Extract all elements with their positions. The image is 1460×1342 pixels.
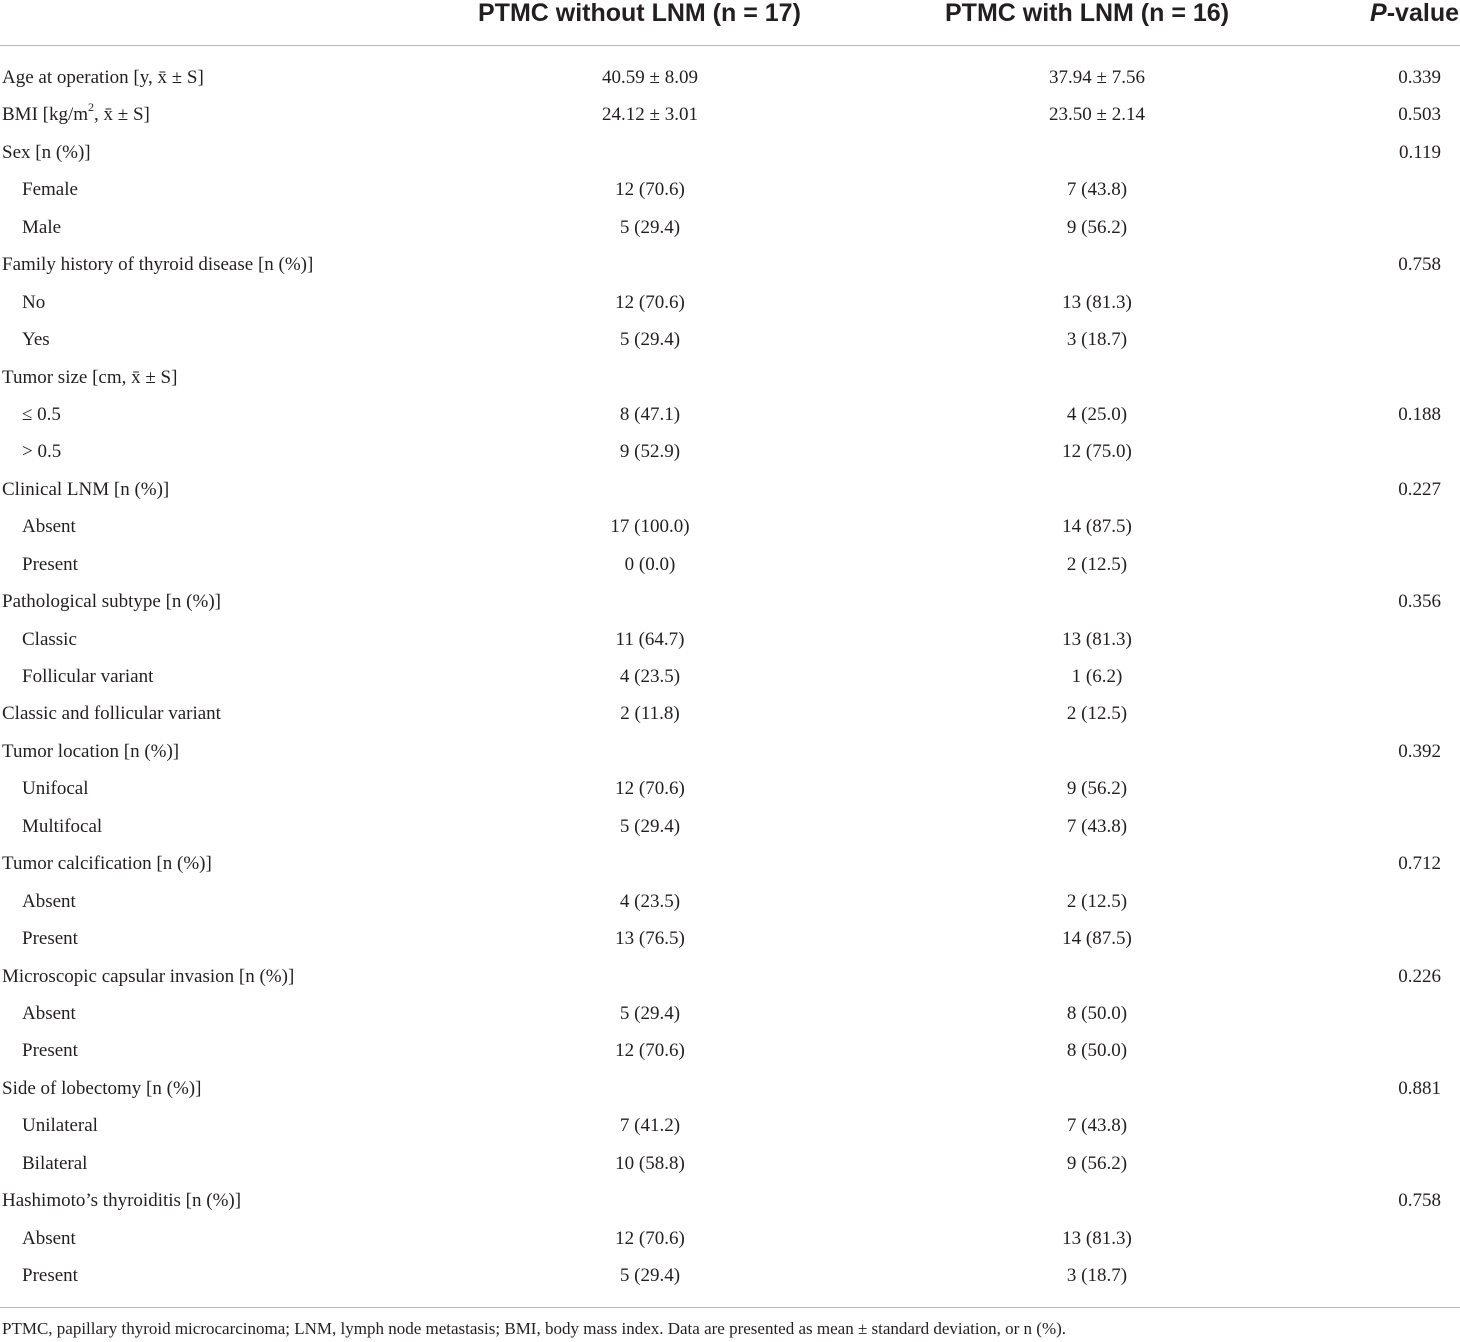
row-label: No [22, 291, 46, 313]
row-label: Sex [n (%)] [2, 141, 91, 163]
row-label: Family history of thyroid disease [n (%)] [2, 254, 314, 276]
table-row [0, 1107, 1460, 1144]
row-label: Tumor location [n (%)] [2, 740, 180, 762]
table-row [0, 583, 1460, 620]
value-without-lnm: 0 (0.0) [624, 553, 676, 575]
table-row [0, 1032, 1460, 1069]
value-with-lnm: 12 (75.0) [1062, 441, 1132, 463]
value-without-lnm: 40.59 ± 8.09 [602, 67, 698, 88]
value-with-lnm: 14 (87.5) [1062, 516, 1132, 538]
table-row [0, 59, 1460, 96]
p-value: 0.758 [1398, 1190, 1441, 1212]
value-with-lnm: 3 (18.7) [1066, 329, 1128, 351]
value-with-lnm: 7 (43.8) [1066, 179, 1128, 201]
row-label: Unifocal [22, 778, 89, 800]
table-row [0, 546, 1460, 583]
row-label: Tumor calcification [n (%)] [2, 853, 212, 875]
value-without-lnm: 5 (29.4) [619, 815, 681, 837]
value-without-lnm: 24.12 ± 3.01 [602, 104, 698, 126]
value-without-lnm: 11 (64.7) [615, 628, 685, 650]
value-with-lnm: 3 (18.7) [1066, 1265, 1128, 1286]
header-without-lnm: PTMC without LNM (n = 17) [478, 0, 801, 27]
row-label: Bilateral [22, 1152, 88, 1174]
value-with-lnm: 13 (81.3) [1062, 628, 1132, 650]
table-row [0, 433, 1460, 470]
value-without-lnm: 12 (70.6) [615, 1040, 685, 1062]
value-with-lnm: 14 (87.5) [1062, 928, 1132, 950]
table-row [0, 171, 1460, 208]
p-value: 0.503 [1398, 104, 1441, 126]
row-label: Hashimoto’s thyroiditis [n (%)] [2, 1190, 242, 1212]
header-with-lnm: PTMC with LNM (n = 16) [945, 0, 1230, 27]
row-label: Side of lobectomy [n (%)] [2, 1077, 202, 1099]
row-label: Follicular variant [22, 666, 154, 687]
header-p-rest: -value [1386, 0, 1459, 27]
value-without-lnm: 12 (70.6) [615, 291, 685, 313]
value-without-lnm: 12 (70.6) [615, 1227, 685, 1249]
row-label: Microscopic capsular invasion [n (%)] [2, 965, 295, 987]
table-row [0, 995, 1460, 1032]
value-with-lnm: 2 (12.5) [1066, 553, 1128, 575]
p-value: 0.758 [1398, 254, 1441, 276]
value-with-lnm: 2 (12.5) [1066, 703, 1128, 725]
table-row [0, 958, 1460, 995]
p-value: 0.226 [1398, 965, 1441, 987]
value-with-lnm: 8 (50.0) [1066, 1040, 1128, 1062]
value-with-lnm: 2 (12.5) [1066, 890, 1128, 912]
p-value: 0.119 [1398, 141, 1441, 163]
value-with-lnm: 8 (50.0) [1066, 1002, 1128, 1024]
row-label: Present [22, 1040, 78, 1062]
value-without-lnm: 5 (29.4) [619, 329, 681, 351]
table-body [0, 59, 1460, 1294]
value-with-lnm: 7 (43.8) [1066, 1115, 1128, 1137]
table-row [0, 658, 1460, 695]
table-row [0, 321, 1460, 358]
table-row [0, 246, 1460, 283]
table-row [0, 1220, 1460, 1257]
value-with-lnm: 9 (56.2) [1066, 1152, 1128, 1174]
value-with-lnm: 13 (81.3) [1062, 1227, 1132, 1249]
footer-divider [0, 1307, 1460, 1308]
table-row [0, 1257, 1460, 1294]
value-with-lnm: 9 (56.2) [1066, 216, 1128, 238]
p-value: 0.881 [1398, 1077, 1441, 1099]
table-row [0, 808, 1460, 845]
table-row [0, 96, 1460, 133]
value-with-lnm: 37.94 ± 7.56 [1049, 67, 1145, 88]
table-row [0, 845, 1460, 882]
table-row [0, 284, 1460, 321]
row-label: Age at operation [y, x̄ ± S] [2, 67, 204, 88]
row-label: Present [22, 553, 78, 575]
p-value: 0.712 [1398, 853, 1441, 875]
table-row [0, 1070, 1460, 1107]
table-row [0, 508, 1460, 545]
value-without-lnm: 17 (100.0) [610, 516, 690, 538]
p-value: 0.188 [1398, 403, 1441, 425]
value-with-lnm: 1 (6.2) [1071, 666, 1123, 687]
row-label: Present [22, 928, 78, 950]
header-p-value [1370, 0, 1459, 26]
row-label: Yes [22, 329, 50, 351]
row-label: Clinical LNM [n (%)] [2, 478, 170, 500]
p-value: 0.356 [1398, 591, 1441, 613]
table-row [0, 733, 1460, 770]
value-with-lnm: 13 (81.3) [1062, 291, 1132, 313]
table-row [0, 883, 1460, 920]
row-label: Pathological subtype [n (%)] [2, 591, 221, 613]
p-value: 0.339 [1398, 67, 1441, 88]
value-without-lnm: 7 (41.2) [619, 1115, 681, 1137]
row-label: Present [22, 1265, 78, 1286]
row-label: Unilateral [22, 1115, 98, 1137]
row-label: > 0.5 [22, 441, 62, 463]
p-value: 0.392 [1398, 740, 1441, 762]
row-label: Classic and follicular variant [2, 703, 221, 725]
value-without-lnm: 10 (58.8) [615, 1152, 685, 1174]
table-row [0, 396, 1460, 433]
row-label: BMI [$kg/m^2$, x̄ ± S] [2, 100, 150, 126]
row-label: Tumor size [cm, x̄ ± S] [2, 366, 178, 388]
value-without-lnm: 5 (29.4) [619, 1002, 681, 1024]
value-without-lnm: 4 (23.5) [619, 890, 681, 912]
table-row [0, 695, 1460, 732]
row-label: Male [22, 216, 62, 238]
row-label: Female [22, 179, 78, 201]
value-without-lnm: 13 (76.5) [615, 928, 685, 950]
table-footnote: PTMC, papillary thyroid microcarcinoma; LNM, lymph node metastasis; BMI, body mass index. Data are presented as mean ± standard deviation, or n (%). [2, 1319, 1067, 1338]
row-label: ≤ 0.5 [22, 403, 61, 425]
value-with-lnm: 4 (25.0) [1066, 403, 1128, 425]
value-without-lnm: 5 (29.4) [619, 1265, 681, 1286]
table-row [0, 621, 1460, 658]
table-row [0, 920, 1460, 957]
value-with-lnm: 23.50 ± 2.14 [1049, 104, 1145, 126]
table-row [0, 209, 1460, 246]
row-label: Absent [22, 1227, 76, 1249]
value-with-lnm: 7 (43.8) [1066, 815, 1128, 837]
table-row [0, 359, 1460, 396]
table-row [0, 471, 1460, 508]
row-label: Absent [22, 1002, 76, 1024]
value-without-lnm: 2 (11.8) [620, 703, 680, 725]
value-without-lnm: 12 (70.6) [615, 778, 685, 800]
value-with-lnm: 9 (56.2) [1066, 778, 1128, 800]
row-label: Multifocal [22, 815, 103, 837]
row-label: Classic [22, 628, 77, 650]
value-without-lnm: 8 (47.1) [619, 403, 681, 425]
table-row [0, 1182, 1460, 1219]
header-p-italic: P [1370, 0, 1387, 27]
p-value: 0.227 [1398, 478, 1441, 500]
table-header [0, 0, 1460, 46]
table-row [0, 1145, 1460, 1182]
table-row [0, 770, 1460, 807]
value-without-lnm: 9 (52.9) [619, 441, 681, 463]
value-without-lnm: 12 (70.6) [615, 179, 685, 201]
row-label: Absent [22, 516, 76, 538]
value-without-lnm: 5 (29.4) [619, 216, 681, 238]
value-without-lnm: 4 (23.5) [619, 666, 681, 687]
table-row [0, 134, 1460, 171]
row-label: Absent [22, 890, 76, 912]
